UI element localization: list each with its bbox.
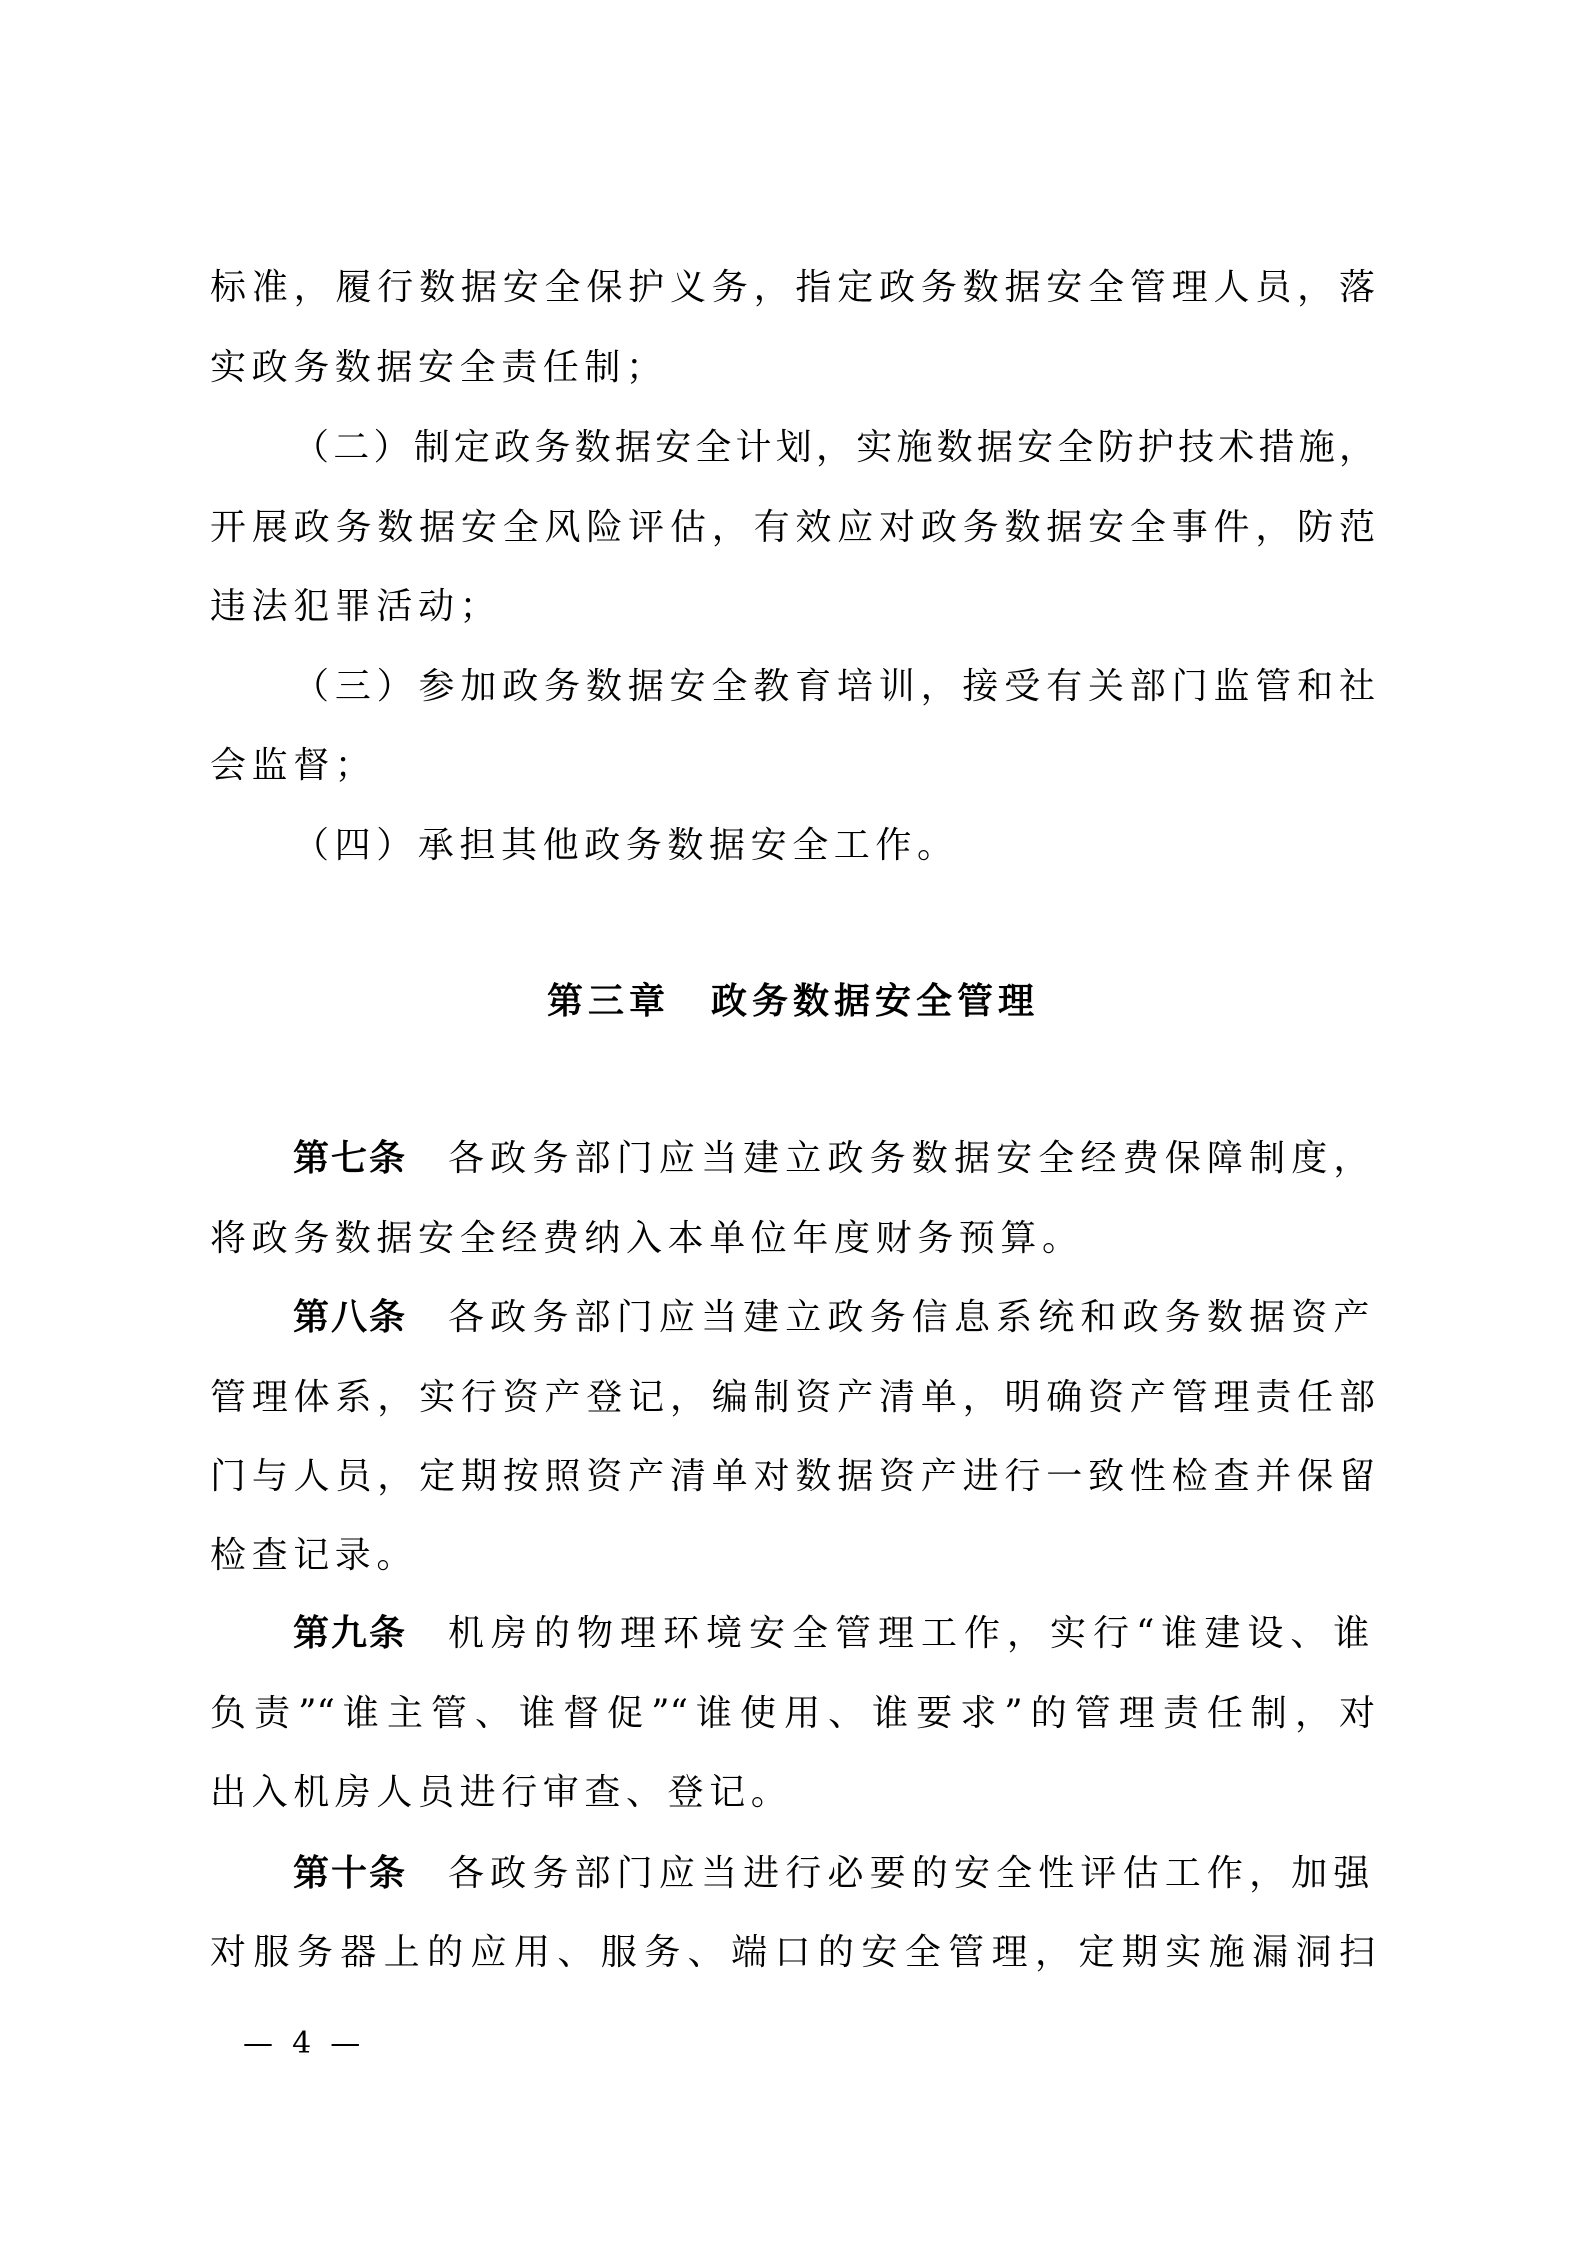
list-item-4-line: （四）承担其他政务数据安全工作。 bbox=[293, 825, 959, 866]
article-7-text: 各政务部门应当建立政务数据安全经费保障制度， bbox=[448, 1138, 1375, 1179]
list-item-2-line: （二）制定政务数据安全计划，实施数据安全防护技术措施， bbox=[293, 427, 1375, 468]
list-item-3-line: 会监督； bbox=[210, 745, 377, 786]
list-item-2-line: 开展政务数据安全风险评估，有效应对政务数据安全事件，防范 bbox=[210, 507, 1375, 548]
list-item-3-line: （三）参加政务数据安全教育培训，接受有关部门监管和社 bbox=[293, 666, 1375, 707]
article-9-line: 出入机房人员进行审查、登记。 bbox=[210, 1772, 793, 1813]
article-7-line: 将政务数据安全经费纳入本单位年度财务预算。 bbox=[210, 1218, 1084, 1259]
article-7-first-line bbox=[293, 1139, 1375, 1179]
article-8-text: 各政务部门应当建立政务信息系统和政务数据资产 bbox=[448, 1297, 1375, 1338]
article-9-text: 机房的物理环境安全管理工作，实行“谁建设、谁 bbox=[448, 1613, 1375, 1654]
paragraph-line: 实政务数据安全责任制； bbox=[210, 347, 668, 388]
article-8-line: 管理体系，实行资产登记，编制资产清单，明确资产管理责任部 bbox=[210, 1377, 1375, 1418]
article-10-text: 各政务部门应当进行必要的安全性评估工作，加强 bbox=[448, 1853, 1375, 1894]
article-10-label: 第十条 bbox=[293, 1853, 408, 1894]
article-9-first-line bbox=[293, 1614, 1375, 1654]
article-8-label: 第八条 bbox=[293, 1297, 408, 1338]
list-item-2-line: 违法犯罪活动； bbox=[210, 586, 502, 627]
article-8-line: 门与人员，定期按照资产清单对数据资产进行一致性检查并保留 bbox=[210, 1456, 1375, 1497]
article-9-line: 负责”“谁主管、谁督促”“谁使用、谁要求”的管理责任制，对 bbox=[210, 1693, 1375, 1734]
page-number: — 4 — bbox=[243, 2026, 361, 2061]
paragraph-line: 标准，履行数据安全保护义务，指定政务数据安全管理人员，落 bbox=[210, 267, 1375, 308]
article-8-first-line bbox=[293, 1298, 1375, 1338]
article-9-label: 第九条 bbox=[293, 1613, 408, 1654]
chapter-heading: 第三章 政务数据安全管理 bbox=[546, 981, 1039, 1022]
article-8-line: 检查记录。 bbox=[210, 1535, 419, 1576]
article-10-first-line bbox=[293, 1854, 1375, 1894]
article-10-line: 对服务器上的应用、服务、端口的安全管理，定期实施漏洞扫 bbox=[210, 1932, 1375, 1973]
article-7-label: 第七条 bbox=[293, 1138, 408, 1179]
